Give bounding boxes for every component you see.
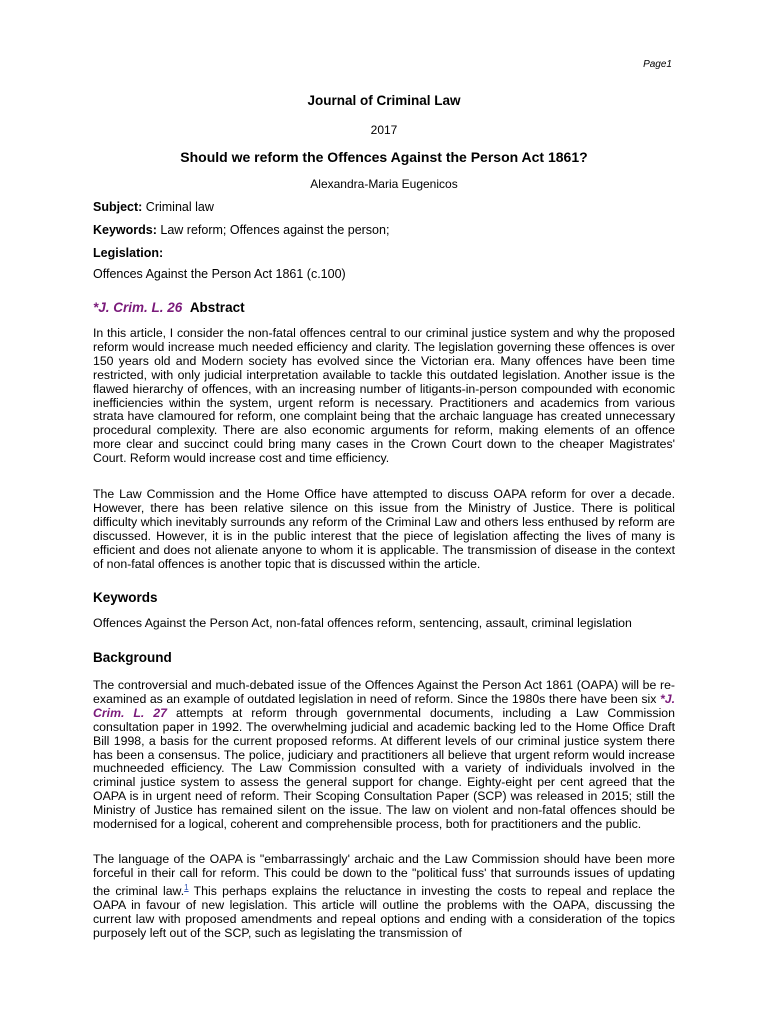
journal-title: Journal of Criminal Law — [307, 93, 461, 108]
publication-year: 2017 — [370, 123, 398, 137]
legislation-label: Legislation: — [93, 246, 164, 260]
subject-value: Criminal law — [142, 200, 214, 214]
background-paragraph-1 — [93, 679, 675, 832]
abstract-citation-link[interactable]: *J. Crim. L. 26 — [93, 300, 183, 315]
abstract-paragraph-2: The Law Commission and the Home Office have attempted to discuss OAPA reform for over a decade. However, there has been relative silence on this issue from the Ministry of Justice. There is political difficulty which inevitably surrounds any reform of the Criminal Law and others less enthused by reform are discussed. However, it is in the public interest that the piece of legislation affecting the lives of many is efficient and does not alienate anyone to whom it is applicable. The transmission of disease in the context of non-fatal offences is another topic that is discussed within the article. — [93, 487, 675, 571]
background-heading: Background — [93, 650, 172, 665]
abstract-heading-line — [93, 300, 245, 315]
abstract-paragraph-1: In this article, I consider the non-fatal offences central to our criminal justice system and why the proposed reform would increase much needed efficiency and clarity. The legislation governing these offences is over 150 years old and Modern society has evolved since the Victorian era. Many offences have been time restricted, with only judicial interpretation available to tackle this outdated legislation. Another issue is the flawed hierarchy of offences, with an increasing number of litigants-in-person compounded with economic inefficiencies within the system, urgent reform is necessary. Practitioners and academics from various strata have clamoured for reform, one complaint being that the archaic language has created unnecessary procedural complexity. There are also economic arguments for reform, making elements of an offence more clear and succinct could bring many cases in the Crown Court down to the cheaper Magistrates' Court. Reform would increase cost and time efficiency. — [93, 326, 675, 466]
keywords-label: Keywords: — [93, 223, 157, 237]
bg-p1-text-b: attempts at reform through governmental documents, including a Law Commission consultation paper in 1992. The overwhelming judicial and academic backing led to the Home Office Draft Bill 1998, a basis for the current proposed reforms. At different levels of our criminal justice system there has been a consensus. The police, judiciary and practitioners all believe that urgent reform would increase muchneeded efficiency. The Law Commission consulted with a variety of individuals involved in the criminal justice system to assess the general support for change. Eighty-eight per cent agreed that the OAPA is in urgent need of reform. Their Scoping Consultation Paper (SCP) was released in 2015; still the Ministry of Justice has remained silent on the issue. The law on violent and non-fatal offences should be modernised for a logical, coherent and comprehensible process, both for practitioners and the public. — [93, 705, 675, 832]
bg-p1-text-a: The controversial and much-debated issue of the Offences Against the Person Act 1861 (OAPA) will be re-examined as an example of outdated legislation in need of reform. Since the 1980s there have been six — [93, 678, 675, 706]
legislation-line — [93, 246, 163, 260]
abstract-heading: Abstract — [189, 300, 245, 315]
article-author: Alexandra-Maria Eugenicos — [310, 177, 458, 191]
page-number: Page1 — [643, 59, 672, 70]
article-title: Should we reform the Offences Against the Person Act 1861? — [180, 149, 588, 165]
keywords-line — [93, 223, 389, 237]
bg-citation-link[interactable]: *J. Crim. L. 27 — [93, 691, 675, 720]
keywords-heading: Keywords — [93, 590, 158, 605]
subject-label: Subject: — [93, 200, 143, 214]
bg-p2-text-b: This perhaps explains the reluctance in investing the costs to repeal and replace the OAPA in favour of new legislation. This article will outline the problems with the OAPA, discussing the current law with proposed amendments and repeal options and ending with a consideration of the topics purposely left out of the SCP, such as legislating the transmission of — [93, 883, 675, 940]
subject-line — [93, 200, 214, 214]
keywords-text: Offences Against the Person Act, non-fatal offences reform, sentencing, assault, criminal legislation — [93, 616, 632, 630]
keywords-value: Law reform; Offences against the person; — [156, 223, 390, 237]
bg-p2-text-a: The language of the OAPA is "embarrassingly' archaic and the Law Commission should have been more forceful in their call for reform. This could be down to the "political fuss' that surrounds issues of updating the criminal law. — [93, 852, 675, 898]
legislation-value: Offences Against the Person Act 1861 (c.100) — [93, 267, 346, 281]
background-paragraph-2 — [93, 853, 675, 941]
footnote-link[interactable]: 1 — [184, 882, 189, 892]
